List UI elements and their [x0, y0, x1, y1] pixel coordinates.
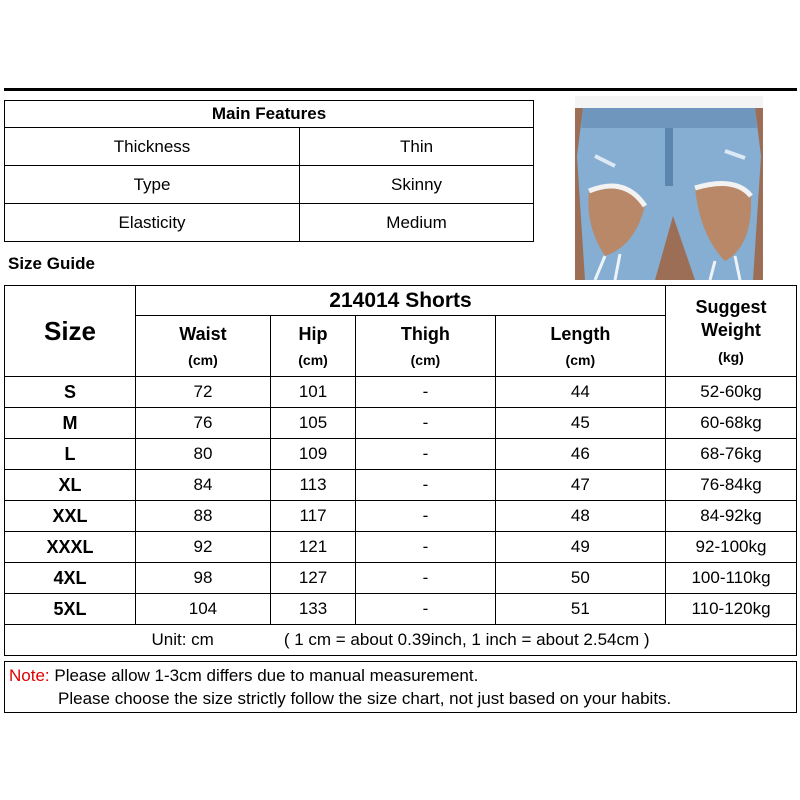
weight-cell: 68-76kg	[666, 439, 797, 470]
table-row	[5, 594, 797, 625]
length-cell: 44	[495, 377, 665, 408]
thigh-cell: -	[356, 377, 495, 408]
length-column-header	[495, 316, 665, 377]
table-row	[5, 470, 797, 501]
top-rule	[4, 88, 797, 91]
feature-value: Medium	[300, 204, 534, 242]
length-label: Length	[550, 324, 611, 345]
weight-cell: 92-100kg	[666, 532, 797, 563]
thigh-cell: -	[356, 563, 495, 594]
hip-cell: 109	[270, 439, 355, 470]
hip-column-header	[270, 316, 355, 377]
thigh-cell: -	[356, 501, 495, 532]
weight-cell: 76-84kg	[666, 470, 797, 501]
weight-cell: 100-110kg	[666, 563, 797, 594]
thigh-cell: -	[356, 470, 495, 501]
hip-cell: 133	[270, 594, 355, 625]
product-title: 214014 Shorts	[136, 286, 666, 316]
hip-unit: (cm)	[298, 352, 328, 369]
feature-value: Skinny	[300, 166, 534, 204]
table-row	[5, 439, 797, 470]
waist-column-header	[136, 316, 271, 377]
main-features-table	[4, 100, 534, 242]
length-unit: (cm)	[565, 352, 596, 369]
waist-label: Waist	[179, 324, 227, 345]
note-prefix: Note:	[9, 666, 50, 685]
length-cell: 48	[495, 501, 665, 532]
note-box	[4, 661, 797, 713]
weight-unit: (kg)	[718, 349, 744, 366]
table-row	[5, 532, 797, 563]
main-features-title: Main Features	[5, 101, 534, 128]
hip-label: Hip	[298, 324, 328, 345]
feature-label: Type	[5, 166, 300, 204]
waist-cell: 76	[136, 408, 271, 439]
thigh-cell: -	[356, 408, 495, 439]
waist-cell: 104	[136, 594, 271, 625]
size-column-header: Size	[5, 286, 136, 377]
waist-cell: 84	[136, 470, 271, 501]
note-text-1: Please allow 1-3cm differs due to manual measurement.	[49, 666, 479, 685]
product-photo	[575, 96, 763, 280]
size-cell: S	[5, 377, 136, 408]
hip-cell: 127	[270, 563, 355, 594]
waist-cell: 92	[136, 532, 271, 563]
waist-unit: (cm)	[188, 352, 218, 369]
waist-cell: 80	[136, 439, 271, 470]
unit-conversion-row	[5, 625, 797, 656]
waist-cell: 88	[136, 501, 271, 532]
feature-label: Thickness	[5, 128, 300, 166]
table-row	[5, 377, 797, 408]
length-cell: 50	[495, 563, 665, 594]
weight-header-line1: Suggest	[695, 296, 767, 317]
weight-cell: 52-60kg	[666, 377, 797, 408]
feature-value: Thin	[300, 128, 534, 166]
weight-header-line2: Weight	[701, 319, 761, 340]
table-row	[5, 408, 797, 439]
length-cell: 51	[495, 594, 665, 625]
thigh-label: Thigh	[400, 324, 450, 345]
size-chart-table	[4, 285, 797, 656]
waist-cell: 98	[136, 563, 271, 594]
size-cell: 4XL	[5, 563, 136, 594]
unit-label: Unit: cm	[151, 630, 214, 649]
hip-cell: 105	[270, 408, 355, 439]
hip-cell: 101	[270, 377, 355, 408]
thigh-cell: -	[356, 439, 495, 470]
weight-column-header	[666, 286, 797, 377]
length-cell: 46	[495, 439, 665, 470]
size-cell: XL	[5, 470, 136, 501]
feature-label: Elasticity	[5, 204, 300, 242]
conversion-text: ( 1 cm = about 0.39inch, 1 inch = about 2.54cm )	[283, 630, 650, 649]
size-cell: L	[5, 439, 136, 470]
hip-cell: 121	[270, 532, 355, 563]
hip-cell: 113	[270, 470, 355, 501]
note-line-1	[9, 666, 478, 686]
waist-cell: 72	[136, 377, 271, 408]
weight-cell: 84-92kg	[666, 501, 797, 532]
length-cell: 45	[495, 408, 665, 439]
weight-cell: 110-120kg	[666, 594, 797, 625]
thigh-cell: -	[356, 532, 495, 563]
thigh-cell: -	[356, 594, 495, 625]
length-cell: 49	[495, 532, 665, 563]
table-row	[5, 563, 797, 594]
size-cell: XXL	[5, 501, 136, 532]
size-cell: M	[5, 408, 136, 439]
size-guide-label: Size Guide	[8, 254, 95, 273]
note-line-2: Please choose the size strictly follow the size chart, not just based on your habits.	[58, 689, 672, 708]
table-row	[5, 501, 797, 532]
hip-cell: 117	[270, 501, 355, 532]
thigh-column-header	[356, 316, 495, 377]
size-cell: XXXL	[5, 532, 136, 563]
thigh-unit: (cm)	[410, 352, 441, 369]
size-cell: 5XL	[5, 594, 136, 625]
weight-cell: 60-68kg	[666, 408, 797, 439]
length-cell: 47	[495, 470, 665, 501]
denim-shorts-image	[575, 96, 763, 280]
